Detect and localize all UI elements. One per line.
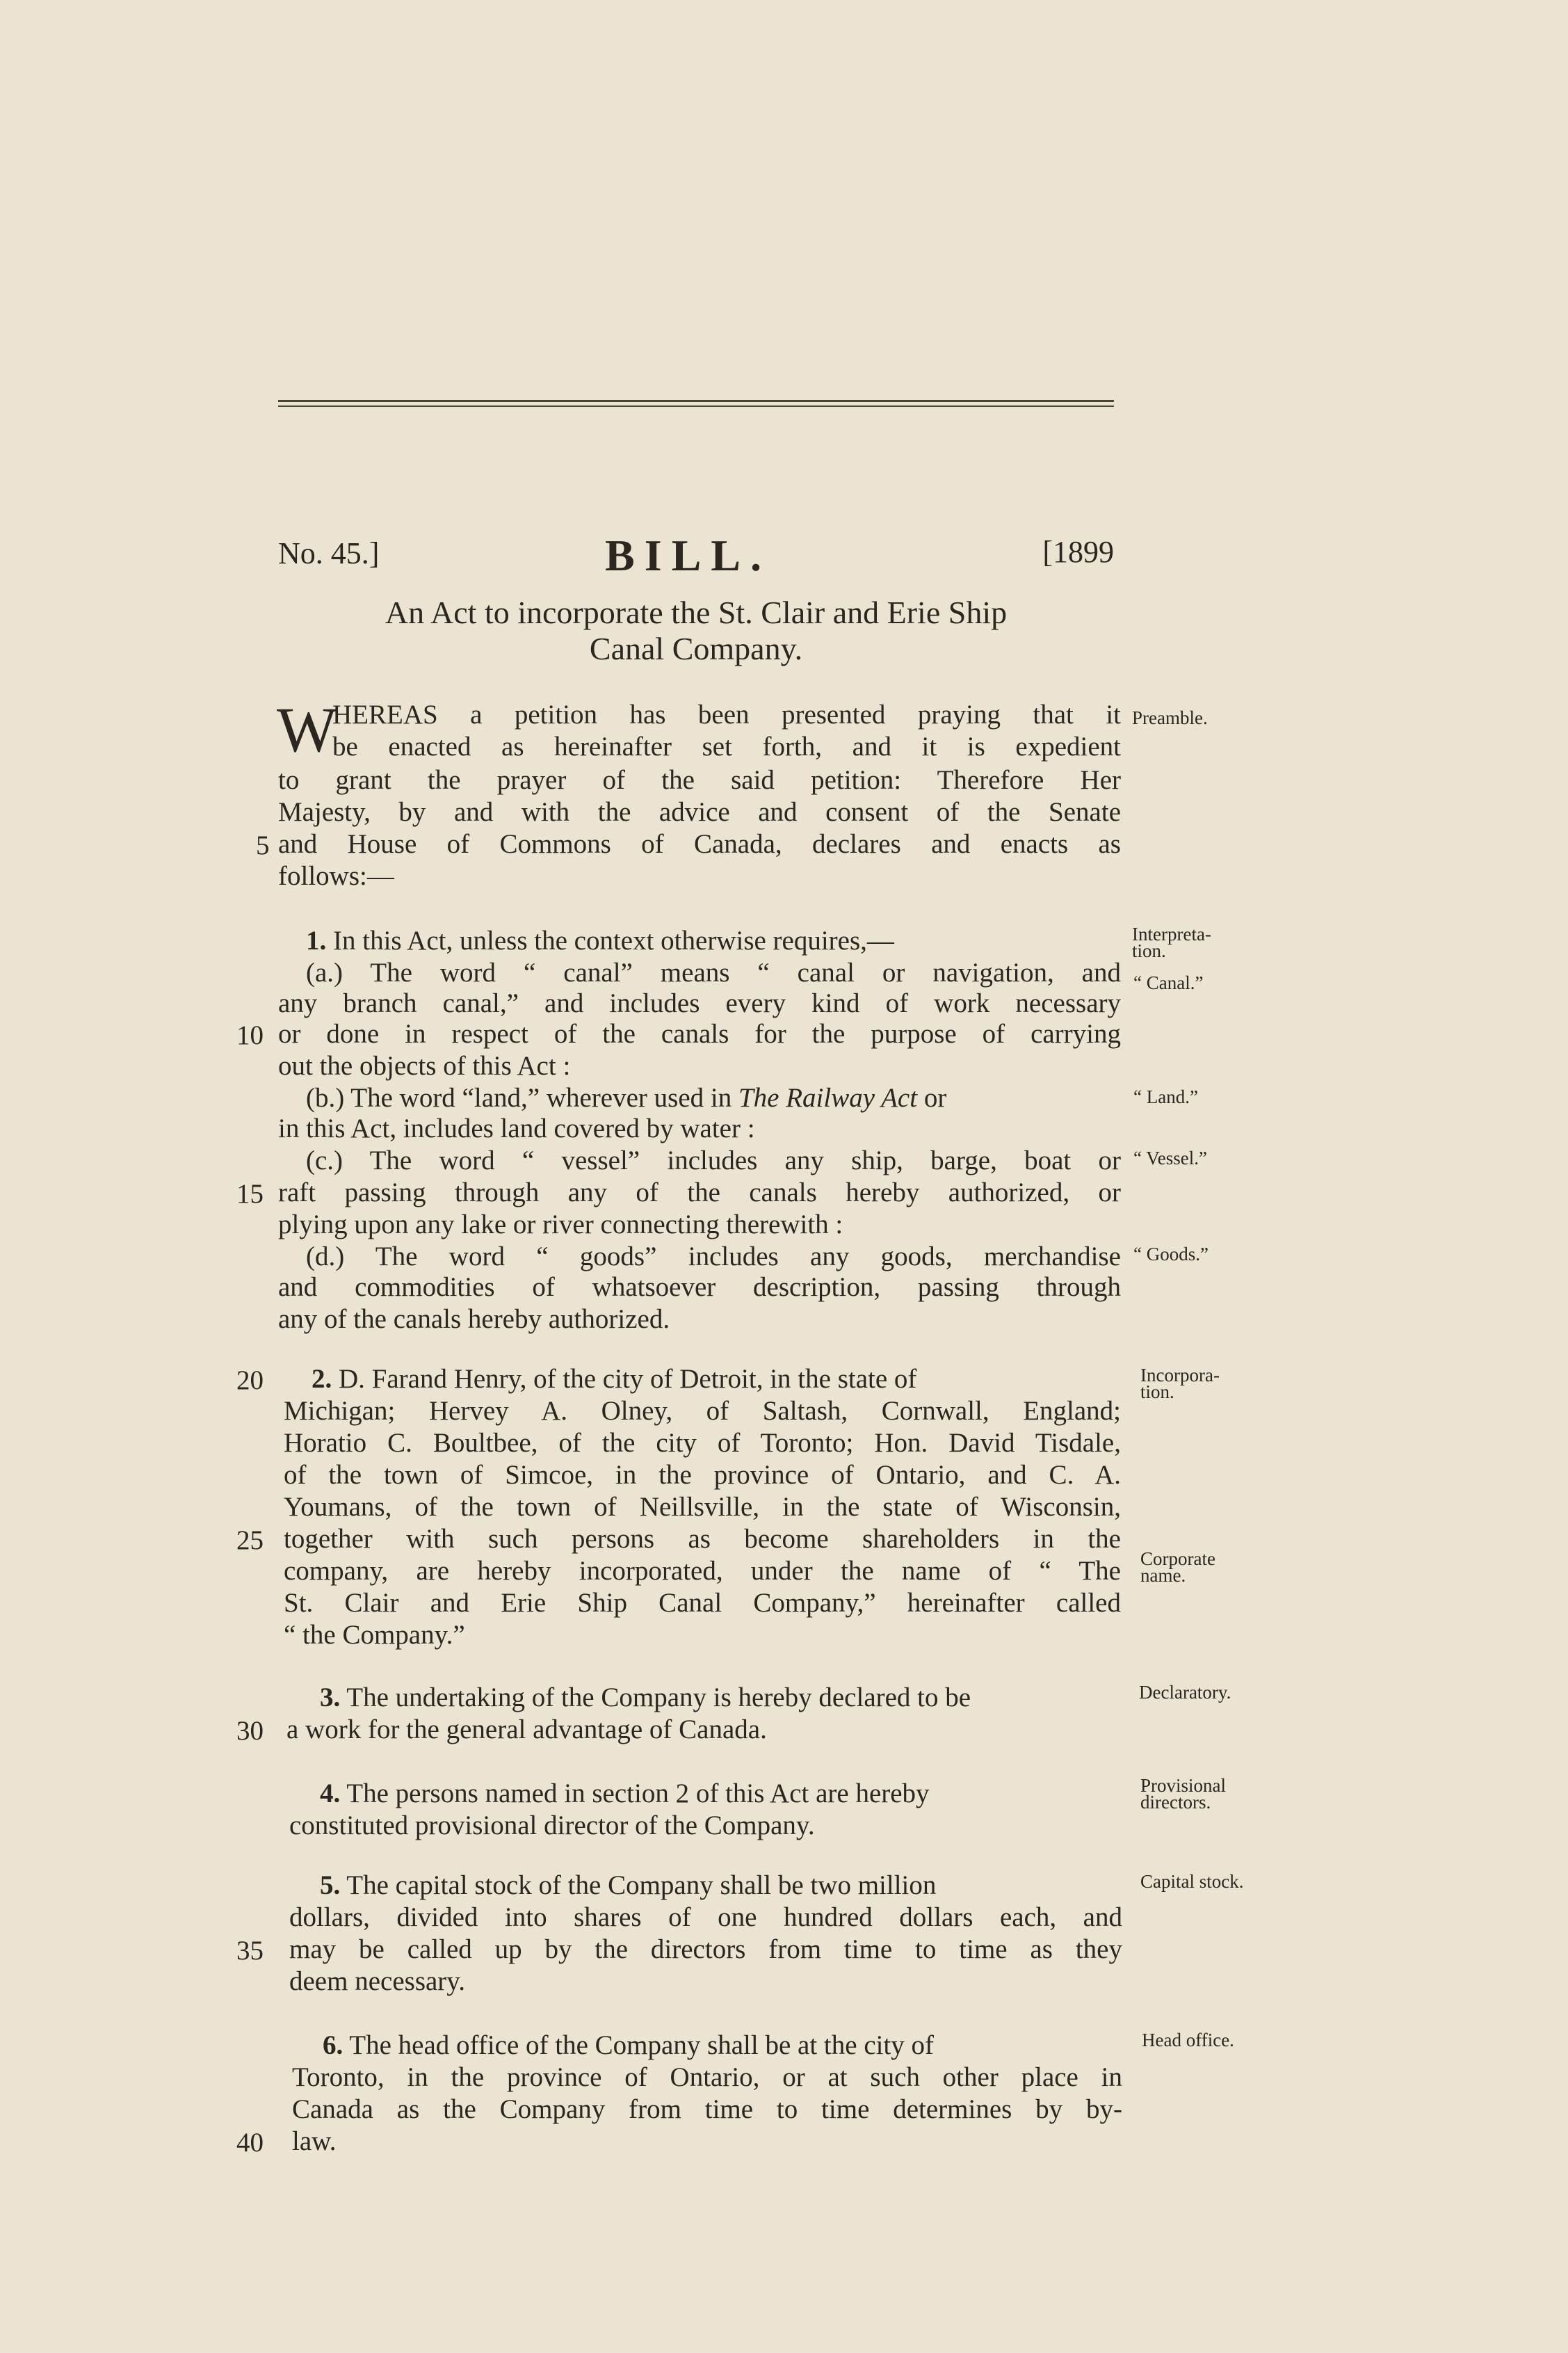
section-1-line: any of the canals hereby authorized. [278, 1304, 670, 1334]
line-number: 15 [236, 1179, 264, 1209]
section-text: The head office of the Company shall be at the city of [349, 2030, 935, 2060]
section-1-line: any branch canal,” and includes every kind of work necessary [278, 988, 1121, 1018]
margin-note-head-office: Head office. [1142, 2030, 1234, 2050]
section-1-line: in this Act, includes land covered by water : [278, 1114, 755, 1143]
margin-note-line: directors. [1140, 1792, 1211, 1813]
section-5-line: deem necessary. [289, 1966, 466, 1996]
margin-note-goods: “ Goods.” [1133, 1244, 1209, 1264]
section-2-line [312, 1363, 1121, 1395]
section-text: The capital stock of the Company shall be two million [346, 1870, 937, 1900]
section-6-line: Canada as the Company from time to time determines by by- [292, 2094, 1122, 2124]
section-4-line [320, 1778, 1122, 1809]
margin-note-interpretation [1132, 924, 1211, 961]
section-number: 2. [312, 1364, 332, 1394]
margin-note-incorporation [1140, 1365, 1220, 1402]
section-1-line: (a.) The word “ canal” means “ canal or navigation, and [306, 958, 1121, 988]
section-2-line: “ the Company.” [284, 1620, 465, 1650]
margin-note-land: “ Land.” [1133, 1086, 1198, 1107]
section-1-line: or done in respect of the canals for the purpose of carrying [278, 1019, 1121, 1049]
preamble-line: and House of Commons of Canada, declares and enacts as [278, 829, 1121, 859]
bill-heading: BILL. [605, 531, 771, 580]
margin-note-capital-stock: Capital stock. [1140, 1871, 1244, 1892]
section-1-line: (c.) The word “ vessel” includes any ship, barge, boat or [306, 1146, 1121, 1175]
margin-note-corporate-name [1140, 1548, 1215, 1586]
section-5-line: may be called up by the directors from time to time as they [289, 1934, 1122, 1964]
line-number: 25 [236, 1525, 264, 1555]
top-rule-thin [278, 405, 1114, 407]
section-2-line: company, are hereby incorporated, under the name of “ The [284, 1556, 1121, 1586]
section-2-line: together with such persons as become shareholders in the [284, 1524, 1121, 1554]
section-number: 3. [320, 1683, 341, 1712]
section-2-line: of the town of Simcoe, in the province of Ontario, and C. A. [284, 1460, 1121, 1490]
section-2-line: Horatio C. Boultbee, of the city of Toronto; Hon. David Tisdale, [284, 1428, 1121, 1458]
section-5-line: dollars, divided into shares of one hundred dollars each, and [289, 1902, 1122, 1932]
section-6-line [323, 2030, 1122, 2061]
section-1-line: raft passing through any of the canals hereby authorized, or [278, 1178, 1121, 1207]
margin-note-declaratory: Declaratory. [1139, 1682, 1231, 1703]
margin-note-line: tion. [1132, 940, 1166, 961]
preamble-line: Majesty, by and with the advice and consent of the Senate [278, 797, 1121, 827]
section-3-line: a work for the general advantage of Canada. [286, 1714, 767, 1744]
act-title-line: An Act to incorporate the St. Clair and Erie Ship [385, 595, 1008, 630]
bill-number: No. 45.] [278, 536, 380, 570]
bill-header [278, 530, 1114, 579]
section-6-line: Toronto, in the province of Ontario, or at such other place in [292, 2062, 1122, 2092]
act-title-line: Canal Company. [589, 631, 803, 666]
preamble-line: follows:— [278, 861, 394, 891]
section-text: or [923, 1083, 947, 1113]
railway-act-title: The Railway Act [738, 1083, 918, 1113]
section-text: The persons named in section 2 of this Act are hereby [346, 1778, 930, 1808]
section-5-line [320, 1870, 1122, 1901]
section-text: D. Farand Henry, of the city of Detroit, in the state of [339, 1364, 917, 1394]
line-number: 5 [256, 830, 270, 860]
section-3-line [320, 1682, 1122, 1713]
section-2-line: Youmans, of the town of Neillsville, in the state of Wisconsin, [284, 1492, 1121, 1522]
section-1-line [306, 1082, 1121, 1114]
section-1-line: plying upon any lake or river connecting therewith : [278, 1210, 843, 1239]
preamble-line: HEREAS a petition has been presented praying that it [332, 700, 1121, 730]
margin-note-line: Incorpora- [1140, 1365, 1220, 1386]
line-number: 10 [236, 1020, 264, 1050]
margin-note-line: tion. [1140, 1381, 1174, 1402]
section-text: The undertaking of the Company is hereby declared to be [346, 1683, 971, 1712]
section-number: 1. [306, 926, 327, 956]
bill-year: [1899 [1042, 535, 1114, 569]
margin-note-line: Provisional [1140, 1775, 1227, 1796]
section-number: 4. [320, 1778, 341, 1808]
line-number: 20 [236, 1365, 264, 1395]
section-4-line: constituted provisional director of the Company. [289, 1810, 815, 1840]
section-number: 6. [323, 2030, 343, 2060]
section-6-line: law. [292, 2126, 337, 2156]
line-number: 35 [236, 1936, 264, 1966]
section-2-line: Michigan; Hervey A. Olney, of Saltash, Cornwall, England; [284, 1396, 1121, 1426]
section-2-line: St. Clair and Erie Ship Canal Company,” hereinafter called [284, 1588, 1121, 1618]
section-1-line: out the objects of this Act : [278, 1051, 571, 1081]
margin-note-line: Corporate [1140, 1548, 1215, 1569]
section-1-line: and commodities of whatsoever description, passing through [278, 1272, 1121, 1302]
drop-cap: W [277, 694, 337, 765]
top-rule [278, 400, 1114, 402]
section-text: In this Act, unless the context otherwise requires,— [333, 926, 894, 956]
act-title [278, 595, 1114, 667]
line-number: 30 [236, 1716, 264, 1746]
margin-note-line: name. [1140, 1565, 1186, 1586]
section-number: 5. [320, 1870, 341, 1900]
line-number: 40 [236, 2128, 264, 2158]
margin-note-vessel: “ Vessel.” [1133, 1148, 1207, 1169]
margin-note-preamble: Preamble. [1132, 707, 1208, 728]
margin-note-canal: “ Canal.” [1133, 972, 1204, 993]
section-text: (b.) The word “land,” wherever used in [306, 1083, 732, 1113]
margin-note-line: Interpreta- [1132, 924, 1211, 945]
preamble-line: to grant the prayer of the said petition: Therefore Her [278, 765, 1121, 795]
preamble-line: be enacted as hereinafter set forth, and it is expedient [332, 732, 1121, 762]
section-1-intro [306, 925, 1121, 956]
margin-note-provisional [1140, 1775, 1226, 1813]
section-1-line: (d.) The word “ goods” includes any goods, merchandise [306, 1242, 1121, 1271]
